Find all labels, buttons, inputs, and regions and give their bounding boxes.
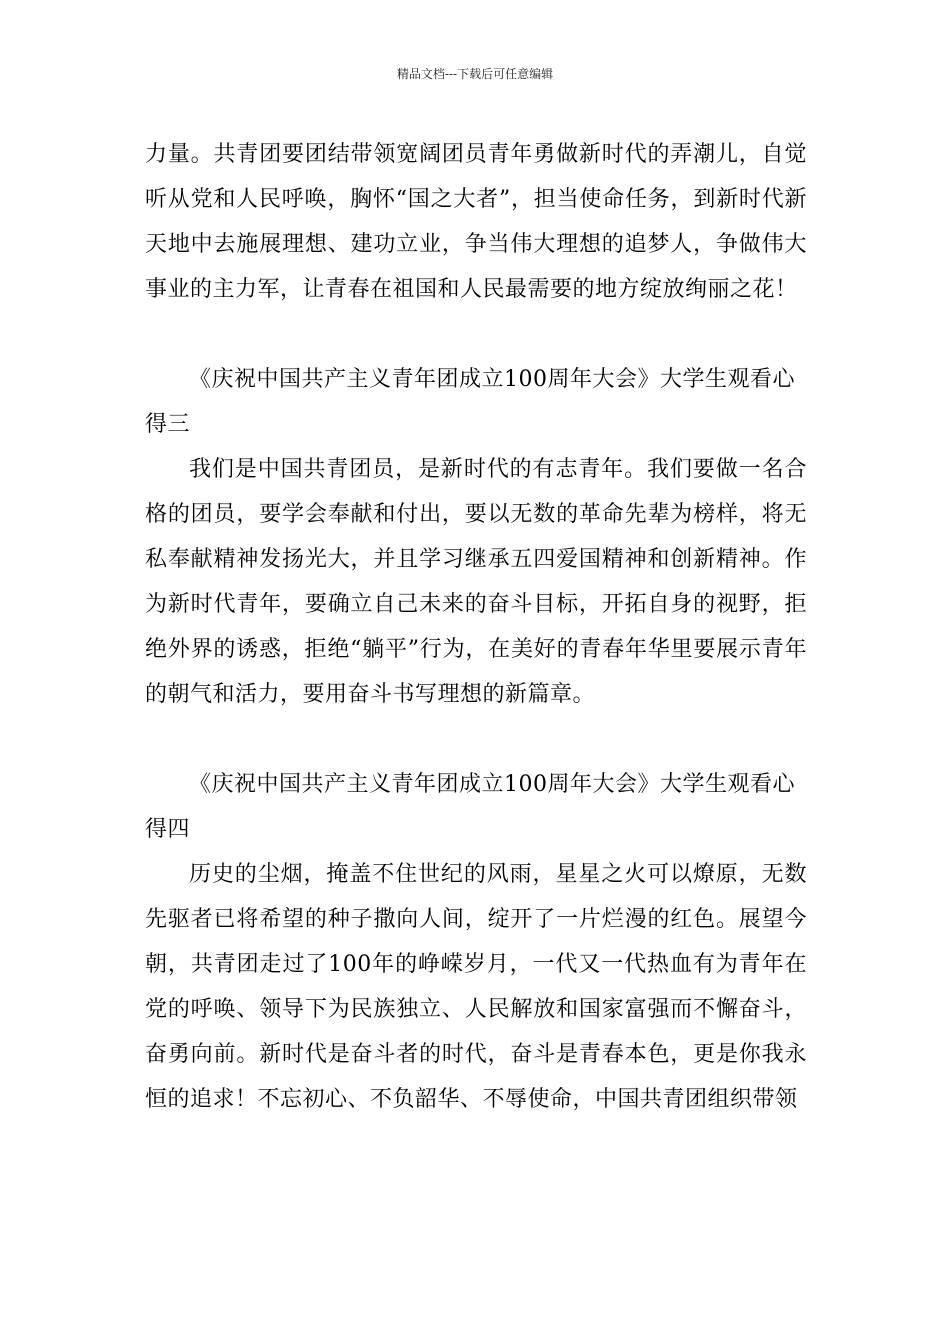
paragraph-continuation: 力量。共青团要团结带领宽阔团员青年勇做新时代的弄潮儿，自觉听从党和人民呼唤，胸怀“国之大者”，担当使命任务，到新时代新天地中去施展理想、建功立业，争当伟大理想的追梦人，争做伟大事业的主力军，让青春在祖国和人民最需要的地方绽放绚丽之花！	[145, 142, 807, 302]
page-header: 精品文档---下载后可任意编辑	[396, 67, 554, 81]
section-heading-3: 《庆祝中国共产主义青年团成立100周年大会》大学生观看心得三	[145, 367, 795, 437]
document-body	[145, 132, 807, 1122]
paragraph-section-3: 我们是中国共青团员，是新时代的有志青年。我们要做一名合格的团员，要学会奉献和付出，要以无数的革命先辈为榜样，将无私奉献精神发扬光大，并且学习继承五四爱国精神和创新精神。作为新时代青年，要确立自己未来的奋斗目标，开拓自身的视野，拒绝外界的诱惑，拒绝“躺平”行为，在美好的青春年华里要展示青年的朝气和活力，要用奋斗书写理想的新篇章。	[145, 457, 807, 707]
paragraph-section-4: 历史的尘烟，掩盖不住世纪的风雨，星星之火可以燎原，无数先驱者已将希望的种子撒向人间，绽开了一片烂漫的红色。展望今朝，共青团走过了100年的峥嵘岁月，一代又一代热血有为青年在党的呼唤、领导下为民族独立、人民解放和国家富强而不懈奋斗，奋勇向前。新时代是奋斗者的时代，奋斗是青春本色，更是你我永恒的追求！不忘初心、不负韶华、不辱使命，中国共青团组织带领	[145, 862, 807, 1112]
section-heading-4: 《庆祝中国共产主义青年团成立100周年大会》大学生观看心得四	[145, 772, 795, 842]
